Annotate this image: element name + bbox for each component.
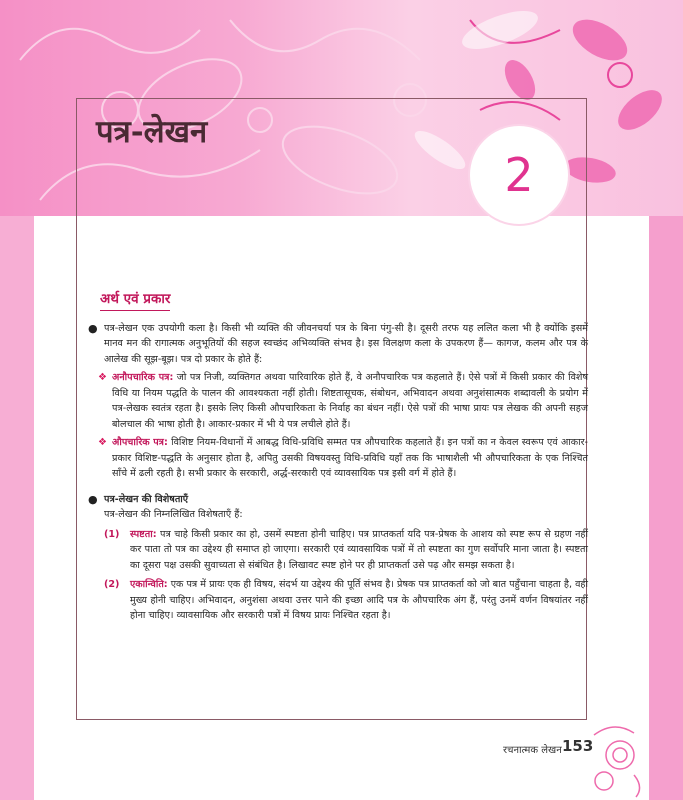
feature-term: एकान्विति: — [130, 579, 168, 590]
features-heading: पत्र-लेखन की विशेषताएँ — [104, 493, 189, 505]
page-number: 153 — [562, 737, 594, 755]
chapter-title: पत्र-लेखन — [96, 114, 208, 150]
chapter-number-badge — [470, 126, 568, 224]
features-intro: पत्र-लेखन की निम्नलिखित विशेषताएँ हैं: — [104, 509, 243, 520]
type-description: जो पत्र निजी, व्यक्तिगत अथवा पारिवारिक होते हैं, वे अनौपचारिक पत्र कहलाते हैं। ऐसे पत्रों में किसी प्रकार की विशेष विधि या नियम पद्धति के पालन की आवश्यकता नहीं होती। शिष्टतासूचक, संबोधन, अभिवादन अथवा अनुशंसात्मक शब्दावली के प्रयोग में पत्र-लेखक स्वतंत्र रहता है। इसके लिए किसी औपचारिकता के निर्वाह का बंधन नहीं। ऐसे पत्रों की भाषा प्रायः पत्र लेखक की अपनी सहज बोलचाल की भाषा होती है। आकार-प्रकार में भी ये पत्र लचीले होते हैं। — [112, 372, 588, 430]
right-margin-strip — [649, 216, 683, 800]
feature-item — [88, 577, 588, 624]
feature-number: (2) — [104, 579, 120, 590]
section-heading: अर्थ एवं प्रकार — [100, 292, 170, 311]
feature-description: पत्र चाहे किसी प्रकार का हो, उसमें स्पष्टता होनी चाहिए। पत्र प्राप्तकर्ता यदि पत्र-प्रेषक के आशय को स्पष्ट रूप से ग्रहण नहीं कर पाता तो पत्र का उद्देश्य ही समाप्त हो जाएगा। सरकारी एवं व्यावसायिक पत्रों में तो स्पष्टता का गुण सर्वोपरि माना जाता है। स्पष्टता का दूसरा पक्ष उसकी सुवाच्यता से संबंधित है। लिखावट स्पष्ट होने पर ही प्राप्तकर्ता उसे पढ़ और समझ सकता है। — [130, 528, 588, 571]
type-description: विशिष्ट नियम-विधानों में आबद्ध विधि-प्रविधि सम्मत पत्र औपचारिक कहलाते हैं। इन पत्रों का न केवल स्वरूप एवं आकार-प्रकार विशिष्ट-पद्धति के अनुसार होता है, अपितु उसकी विषयवस्तु विधि-प्रविधि यहाँ तक कि भाषाशैली भी औपचारिकता के एक निश्चित साँचे में ढली रहती है। सभी प्रकार के सरकारी, अर्द्ध-सरकारी एवं व्यावसायिक पत्र इसी वर्ग में होते हैं। — [112, 437, 589, 479]
feature-number: (1) — [104, 528, 120, 540]
corner-flower-icon — [584, 715, 648, 799]
feature-item — [88, 527, 588, 574]
features-heading-row — [88, 492, 588, 508]
intro-paragraph — [88, 321, 588, 368]
left-margin-strip — [0, 216, 34, 800]
footer-book-label: रचनात्मक लेखन — [503, 745, 562, 756]
intro-text: पत्र-लेखन एक उपयोगी कला है। किसी भी व्यक्ति की जीवनचर्या पत्र के बिना पंगु-सी है। दूसरी तरफ यह ललित कला भी है क्योंकि इसमें मानव मन की रागात्मक अनुभूतियों की सहज स्वच्छंद अभिव्यक्ति संभव है। इस विलक्षण कला के उपकरण हैं— कागज, कलम और पत्र के आलेख की सूझ-बूझ। पत्र दो प्रकार के होते हैं: — [104, 322, 588, 365]
bullet-icon: ● — [88, 321, 98, 335]
diamond-bullet-icon: ❖ — [98, 437, 107, 448]
bullet-icon: ● — [88, 492, 98, 506]
feature-description: एक पत्र में प्रायः एक ही विषय, संदर्भ या उद्देश्य की पूर्ति संभव है। प्रेषक पत्र प्राप्तकर्ता को जो बात पहुँचाना चाहता है, वही मुख्य होनी चाहिए। अभिवादन, अनुशंसा अथवा उत्तर पाने की इच्छा आदि पत्र के औपचारिक अंग हैं, परंतु उनमें वर्णन विषयांतर नहीं होना चाहिए। व्यावसायिक और सरकारी पत्रों में विषय प्रायः निश्चित रहता है। — [130, 579, 588, 621]
letter-type-informal — [88, 370, 588, 432]
chapter-content — [88, 292, 588, 624]
type-term: अनौपचारिक पत्र: — [112, 372, 174, 383]
diamond-bullet-icon: ❖ — [98, 372, 107, 383]
chapter-number: 2 — [504, 148, 534, 202]
type-term: औपचारिक पत्र: — [112, 437, 168, 448]
letter-type-formal — [88, 435, 588, 482]
feature-term: स्पष्टता: — [130, 528, 157, 540]
